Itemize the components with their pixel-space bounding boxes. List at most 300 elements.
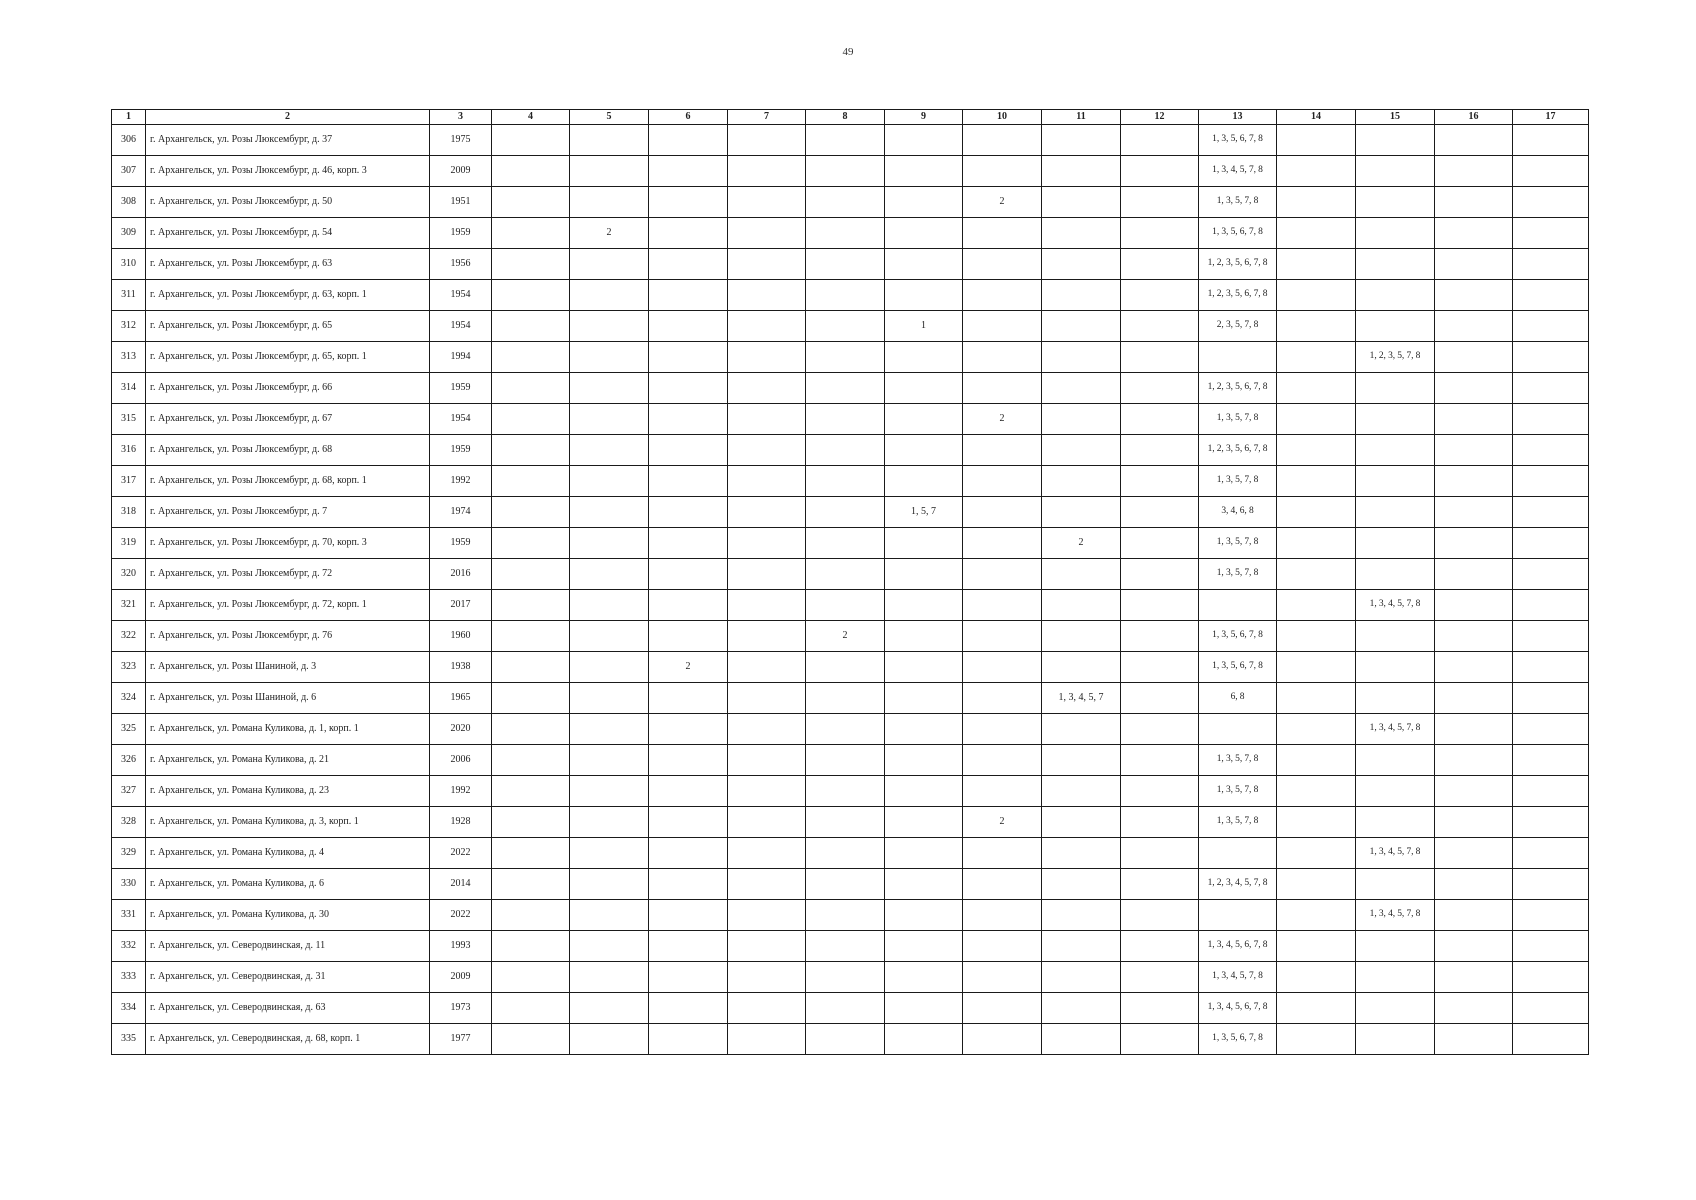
table-cell-col-4 [492, 187, 570, 218]
table-cell-col-5 [570, 962, 649, 993]
table-cell-col-13: 2, 3, 5, 7, 8 [1199, 311, 1277, 342]
table-cell-col-8 [806, 497, 885, 528]
table-cell-col-17 [1513, 559, 1589, 590]
table-cell-col-5 [570, 528, 649, 559]
table-cell-col-9 [885, 280, 963, 311]
row-number-cell: 312 [112, 311, 146, 342]
table-cell-col-7 [728, 435, 806, 466]
table-cell-col-15 [1356, 311, 1435, 342]
table-cell-col-15: 1, 3, 4, 5, 7, 8 [1356, 590, 1435, 621]
table-cell-col-13: 1, 3, 4, 5, 6, 7, 8 [1199, 931, 1277, 962]
table-cell-col-13: 1, 2, 3, 5, 6, 7, 8 [1199, 249, 1277, 280]
table-cell-col-12 [1121, 745, 1199, 776]
table-cell-col-5 [570, 404, 649, 435]
table-cell-col-17 [1513, 745, 1589, 776]
table-cell-col-16 [1435, 404, 1513, 435]
table-row [112, 249, 1589, 280]
table-cell-col-11 [1042, 900, 1121, 931]
table-cell-col-11 [1042, 931, 1121, 962]
table-cell-col-5 [570, 125, 649, 156]
table-cell-col-9 [885, 714, 963, 745]
table-cell-col-4 [492, 807, 570, 838]
table-cell-col-16 [1435, 497, 1513, 528]
row-number-cell: 330 [112, 869, 146, 900]
year-cell: 1938 [430, 652, 492, 683]
table-cell-col-11 [1042, 373, 1121, 404]
row-number-cell: 335 [112, 1024, 146, 1055]
table-row [112, 466, 1589, 497]
table-cell-col-7 [728, 218, 806, 249]
year-cell: 2022 [430, 900, 492, 931]
table-cell-col-15 [1356, 962, 1435, 993]
column-header-9: 9 [885, 110, 963, 125]
column-header-6: 6 [649, 110, 728, 125]
table-cell-col-8 [806, 776, 885, 807]
column-header-14: 14 [1277, 110, 1356, 125]
table-cell-col-10 [963, 373, 1042, 404]
table-cell-col-6 [649, 187, 728, 218]
table-cell-col-10 [963, 497, 1042, 528]
table-cell-col-14 [1277, 776, 1356, 807]
table-cell-col-9 [885, 187, 963, 218]
table-cell-col-15 [1356, 869, 1435, 900]
table-cell-col-16 [1435, 249, 1513, 280]
table-cell-col-13: 1, 3, 5, 7, 8 [1199, 745, 1277, 776]
table-cell-col-6 [649, 559, 728, 590]
table-cell-col-11 [1042, 621, 1121, 652]
column-header-13: 13 [1199, 110, 1277, 125]
table-cell-col-12 [1121, 528, 1199, 559]
table-cell-col-6 [649, 249, 728, 280]
table-cell-col-7 [728, 962, 806, 993]
table-cell-col-7 [728, 931, 806, 962]
table-cell-col-8 [806, 125, 885, 156]
table-cell-col-13: 1, 3, 5, 7, 8 [1199, 528, 1277, 559]
table-cell-col-16 [1435, 900, 1513, 931]
table-cell-col-8 [806, 435, 885, 466]
table-cell-col-14 [1277, 218, 1356, 249]
table-cell-col-14 [1277, 652, 1356, 683]
table-row [112, 218, 1589, 249]
table-cell-col-15: 1, 2, 3, 5, 7, 8 [1356, 342, 1435, 373]
table-cell-col-12 [1121, 962, 1199, 993]
table-cell-col-13: 1, 3, 4, 5, 6, 7, 8 [1199, 993, 1277, 1024]
table-cell-col-4 [492, 1024, 570, 1055]
table-cell-col-10 [963, 466, 1042, 497]
table-cell-col-6 [649, 838, 728, 869]
table-cell-col-4 [492, 311, 570, 342]
table-row [112, 187, 1589, 218]
table-cell-col-7 [728, 621, 806, 652]
table-cell-col-7 [728, 776, 806, 807]
table-cell-col-14 [1277, 311, 1356, 342]
table-cell-col-12 [1121, 900, 1199, 931]
table-cell-col-17 [1513, 280, 1589, 311]
table-cell-col-4 [492, 497, 570, 528]
table-cell-col-12 [1121, 187, 1199, 218]
address-cell: г. Архангельск, ул. Романа Куликова, д. 23 [146, 776, 430, 807]
column-header-10: 10 [963, 110, 1042, 125]
table-cell-col-10 [963, 962, 1042, 993]
table-cell-col-8 [806, 745, 885, 776]
table-cell-col-8 [806, 683, 885, 714]
table-cell-col-15 [1356, 466, 1435, 497]
table-cell-col-11: 1, 3, 4, 5, 7 [1042, 683, 1121, 714]
table-cell-col-8 [806, 900, 885, 931]
table-row [112, 838, 1589, 869]
table-cell-col-12 [1121, 497, 1199, 528]
table-cell-col-5 [570, 559, 649, 590]
year-cell: 1954 [430, 311, 492, 342]
table-cell-col-12 [1121, 342, 1199, 373]
table-cell-col-9 [885, 559, 963, 590]
table-row [112, 559, 1589, 590]
column-header-16: 16 [1435, 110, 1513, 125]
table-cell-col-8 [806, 466, 885, 497]
table-cell-col-6 [649, 621, 728, 652]
table-cell-col-12 [1121, 466, 1199, 497]
year-cell: 2022 [430, 838, 492, 869]
table-cell-col-7 [728, 311, 806, 342]
table-cell-col-12 [1121, 218, 1199, 249]
table-cell-col-16 [1435, 621, 1513, 652]
table-cell-col-17 [1513, 466, 1589, 497]
table-cell-col-10 [963, 838, 1042, 869]
table-cell-col-13: 1, 2, 3, 4, 5, 7, 8 [1199, 869, 1277, 900]
row-number-cell: 308 [112, 187, 146, 218]
table-cell-col-11 [1042, 156, 1121, 187]
year-cell: 1959 [430, 435, 492, 466]
table-cell-col-4 [492, 900, 570, 931]
table-cell-col-9 [885, 466, 963, 497]
table-cell-col-14 [1277, 838, 1356, 869]
table-cell-col-8 [806, 869, 885, 900]
table-cell-col-8 [806, 218, 885, 249]
table-cell-col-11 [1042, 342, 1121, 373]
table-cell-col-9 [885, 745, 963, 776]
table-cell-col-14 [1277, 435, 1356, 466]
address-cell: г. Архангельск, ул. Розы Шаниной, д. 3 [146, 652, 430, 683]
table-cell-col-17 [1513, 404, 1589, 435]
table-cell-col-17 [1513, 869, 1589, 900]
table-cell-col-15 [1356, 218, 1435, 249]
year-cell: 1994 [430, 342, 492, 373]
table-cell-col-15 [1356, 404, 1435, 435]
table-cell-col-7 [728, 1024, 806, 1055]
table-cell-col-7 [728, 993, 806, 1024]
table-cell-col-10 [963, 621, 1042, 652]
table-cell-col-11 [1042, 125, 1121, 156]
address-cell: г. Архангельск, ул. Северодвинская, д. 63 [146, 993, 430, 1024]
year-cell: 1954 [430, 280, 492, 311]
table-header [112, 110, 1589, 125]
table-cell-col-4 [492, 683, 570, 714]
table-cell-col-11 [1042, 1024, 1121, 1055]
table-cell-col-16 [1435, 590, 1513, 621]
row-number-cell: 310 [112, 249, 146, 280]
table-cell-col-11 [1042, 745, 1121, 776]
table-cell-col-7 [728, 280, 806, 311]
year-cell: 1959 [430, 373, 492, 404]
table-cell-col-13: 1, 3, 5, 7, 8 [1199, 559, 1277, 590]
table-row [112, 621, 1589, 652]
table-cell-col-10 [963, 156, 1042, 187]
table-cell-col-4 [492, 404, 570, 435]
column-header-2: 2 [146, 110, 430, 125]
table-cell-col-4 [492, 342, 570, 373]
table-cell-col-4 [492, 559, 570, 590]
table-cell-col-10 [963, 776, 1042, 807]
table-cell-col-15 [1356, 993, 1435, 1024]
table-cell-col-4 [492, 218, 570, 249]
table-cell-col-12 [1121, 404, 1199, 435]
column-header-8: 8 [806, 110, 885, 125]
table-cell-col-16 [1435, 652, 1513, 683]
table-cell-col-15: 1, 3, 4, 5, 7, 8 [1356, 900, 1435, 931]
row-number-cell: 326 [112, 745, 146, 776]
table-cell-col-10 [963, 218, 1042, 249]
table-cell-col-13 [1199, 900, 1277, 931]
table-cell-col-10 [963, 1024, 1042, 1055]
year-cell: 1951 [430, 187, 492, 218]
table-row [112, 435, 1589, 466]
year-cell: 1973 [430, 993, 492, 1024]
address-cell: г. Архангельск, ул. Розы Люксембург, д. 65, корп. 1 [146, 342, 430, 373]
table-cell-col-9 [885, 342, 963, 373]
address-cell: г. Архангельск, ул. Розы Люксембург, д. 46, корп. 3 [146, 156, 430, 187]
table-cell-col-5 [570, 621, 649, 652]
table-row [112, 590, 1589, 621]
table-cell-col-5 [570, 900, 649, 931]
address-cell: г. Архангельск, ул. Розы Шаниной, д. 6 [146, 683, 430, 714]
address-cell: г. Архангельск, ул. Романа Куликова, д. 4 [146, 838, 430, 869]
address-cell: г. Архангельск, ул. Розы Люксембург, д. 50 [146, 187, 430, 218]
table-cell-col-6 [649, 869, 728, 900]
row-number-cell: 329 [112, 838, 146, 869]
table-cell-col-9 [885, 869, 963, 900]
table-cell-col-9 [885, 776, 963, 807]
table-cell-col-5 [570, 590, 649, 621]
year-cell: 1959 [430, 528, 492, 559]
table-cell-col-17 [1513, 156, 1589, 187]
table-cell-col-17 [1513, 435, 1589, 466]
table-cell-col-9 [885, 373, 963, 404]
table-cell-col-14 [1277, 497, 1356, 528]
table-cell-col-13 [1199, 590, 1277, 621]
year-cell: 2006 [430, 745, 492, 776]
table-cell-col-7 [728, 497, 806, 528]
table-cell-col-4 [492, 838, 570, 869]
table-cell-col-9 [885, 528, 963, 559]
row-number-cell: 317 [112, 466, 146, 497]
table-cell-col-16 [1435, 714, 1513, 745]
table-cell-col-13: 1, 3, 4, 5, 7, 8 [1199, 156, 1277, 187]
table-cell-col-7 [728, 528, 806, 559]
table-cell-col-6 [649, 745, 728, 776]
year-cell: 1960 [430, 621, 492, 652]
table-cell-col-7 [728, 187, 806, 218]
table-cell-col-16 [1435, 807, 1513, 838]
table-row [112, 869, 1589, 900]
table-cell-col-14 [1277, 249, 1356, 280]
column-header-12: 12 [1121, 110, 1199, 125]
table-cell-col-16 [1435, 280, 1513, 311]
address-cell: г. Архангельск, ул. Розы Люксембург, д. 66 [146, 373, 430, 404]
table-cell-col-17 [1513, 962, 1589, 993]
table-cell-col-15 [1356, 776, 1435, 807]
year-cell: 1977 [430, 1024, 492, 1055]
table-cell-col-13 [1199, 342, 1277, 373]
table-row [112, 807, 1589, 838]
table-row [112, 125, 1589, 156]
address-cell: г. Архангельск, ул. Романа Куликова, д. 21 [146, 745, 430, 776]
table-cell-col-13 [1199, 714, 1277, 745]
address-cell: г. Архангельск, ул. Розы Люксембург, д. 63 [146, 249, 430, 280]
table-cell-col-17 [1513, 249, 1589, 280]
table-cell-col-14 [1277, 187, 1356, 218]
row-number-cell: 328 [112, 807, 146, 838]
address-cell: г. Архангельск, ул. Романа Куликова, д. 30 [146, 900, 430, 931]
table-cell-col-13: 1, 3, 5, 6, 7, 8 [1199, 621, 1277, 652]
year-cell: 2017 [430, 590, 492, 621]
table-cell-col-16 [1435, 776, 1513, 807]
table-row [112, 373, 1589, 404]
table-cell-col-16 [1435, 466, 1513, 497]
table-cell-col-7 [728, 249, 806, 280]
table-cell-col-10 [963, 559, 1042, 590]
table-cell-col-11 [1042, 280, 1121, 311]
table-cell-col-16 [1435, 373, 1513, 404]
registry-table [111, 109, 1589, 1055]
table-cell-col-15 [1356, 652, 1435, 683]
table-cell-col-6 [649, 776, 728, 807]
table-cell-col-10 [963, 900, 1042, 931]
table-cell-col-8 [806, 714, 885, 745]
table-cell-col-17 [1513, 776, 1589, 807]
table-cell-col-5 [570, 838, 649, 869]
table-cell-col-11 [1042, 590, 1121, 621]
table-cell-col-5 [570, 1024, 649, 1055]
table-cell-col-9: 1 [885, 311, 963, 342]
table-cell-col-6 [649, 373, 728, 404]
table-cell-col-10 [963, 745, 1042, 776]
table-cell-col-15 [1356, 621, 1435, 652]
address-cell: г. Архангельск, ул. Розы Люксембург, д. 70, корп. 3 [146, 528, 430, 559]
table-cell-col-8 [806, 280, 885, 311]
table-cell-col-14 [1277, 404, 1356, 435]
table-cell-col-14 [1277, 962, 1356, 993]
address-cell: г. Архангельск, ул. Северодвинская, д. 31 [146, 962, 430, 993]
row-number-cell: 334 [112, 993, 146, 1024]
table-cell-col-6 [649, 528, 728, 559]
table-cell-col-7 [728, 807, 806, 838]
table-cell-col-8 [806, 311, 885, 342]
row-number-cell: 332 [112, 931, 146, 962]
table-cell-col-7 [728, 342, 806, 373]
table-cell-col-16 [1435, 187, 1513, 218]
table-cell-col-16 [1435, 528, 1513, 559]
table-cell-col-8 [806, 590, 885, 621]
table-cell-col-16 [1435, 218, 1513, 249]
table-cell-col-8: 2 [806, 621, 885, 652]
table-cell-col-6 [649, 125, 728, 156]
table-cell-col-9 [885, 962, 963, 993]
table-cell-col-17 [1513, 900, 1589, 931]
table-row [112, 900, 1589, 931]
table-cell-col-16 [1435, 838, 1513, 869]
row-number-cell: 314 [112, 373, 146, 404]
table-cell-col-4 [492, 931, 570, 962]
table-cell-col-15 [1356, 745, 1435, 776]
address-cell: г. Архангельск, ул. Романа Куликова, д. 1, корп. 1 [146, 714, 430, 745]
row-number-cell: 316 [112, 435, 146, 466]
table-cell-col-9 [885, 838, 963, 869]
table-cell-col-9 [885, 249, 963, 280]
column-header-15: 15 [1356, 110, 1435, 125]
table-cell-col-10 [963, 993, 1042, 1024]
year-cell: 1992 [430, 776, 492, 807]
row-number-cell: 324 [112, 683, 146, 714]
table-row [112, 745, 1589, 776]
table-cell-col-6 [649, 714, 728, 745]
table-cell-col-12 [1121, 807, 1199, 838]
table-cell-col-14 [1277, 621, 1356, 652]
table-cell-col-16 [1435, 125, 1513, 156]
table-cell-col-5 [570, 931, 649, 962]
table-cell-col-4 [492, 156, 570, 187]
table-cell-col-13: 1, 3, 5, 6, 7, 8 [1199, 125, 1277, 156]
table-cell-col-10 [963, 342, 1042, 373]
table-cell-col-10 [963, 249, 1042, 280]
table-cell-col-6 [649, 993, 728, 1024]
year-cell: 2020 [430, 714, 492, 745]
table-cell-col-8 [806, 993, 885, 1024]
row-number-cell: 313 [112, 342, 146, 373]
table-cell-col-13: 1, 3, 5, 6, 7, 8 [1199, 1024, 1277, 1055]
table-cell-col-17 [1513, 125, 1589, 156]
table-cell-col-11 [1042, 652, 1121, 683]
table-cell-col-4 [492, 528, 570, 559]
row-number-cell: 325 [112, 714, 146, 745]
table-cell-col-13: 6, 8 [1199, 683, 1277, 714]
table-row [112, 652, 1589, 683]
table-cell-col-17 [1513, 652, 1589, 683]
table-cell-col-7 [728, 745, 806, 776]
table-cell-col-8 [806, 807, 885, 838]
table-cell-col-12 [1121, 652, 1199, 683]
table-cell-col-10 [963, 869, 1042, 900]
year-cell: 2016 [430, 559, 492, 590]
table-cell-col-15: 1, 3, 4, 5, 7, 8 [1356, 714, 1435, 745]
table-cell-col-8 [806, 838, 885, 869]
table-cell-col-9 [885, 900, 963, 931]
column-header-11: 11 [1042, 110, 1121, 125]
table-cell-col-11 [1042, 466, 1121, 497]
table-cell-col-7 [728, 590, 806, 621]
table-cell-col-10 [963, 125, 1042, 156]
table-cell-col-14 [1277, 125, 1356, 156]
table-cell-col-15 [1356, 280, 1435, 311]
address-cell: г. Архангельск, ул. Розы Люксембург, д. 68 [146, 435, 430, 466]
table-cell-col-7 [728, 559, 806, 590]
table-cell-col-4 [492, 962, 570, 993]
table-cell-col-12 [1121, 373, 1199, 404]
table-cell-col-8 [806, 156, 885, 187]
table-cell-col-17 [1513, 590, 1589, 621]
table-cell-col-12 [1121, 776, 1199, 807]
table-cell-col-11: 2 [1042, 528, 1121, 559]
table-cell-col-13: 1, 3, 5, 7, 8 [1199, 187, 1277, 218]
